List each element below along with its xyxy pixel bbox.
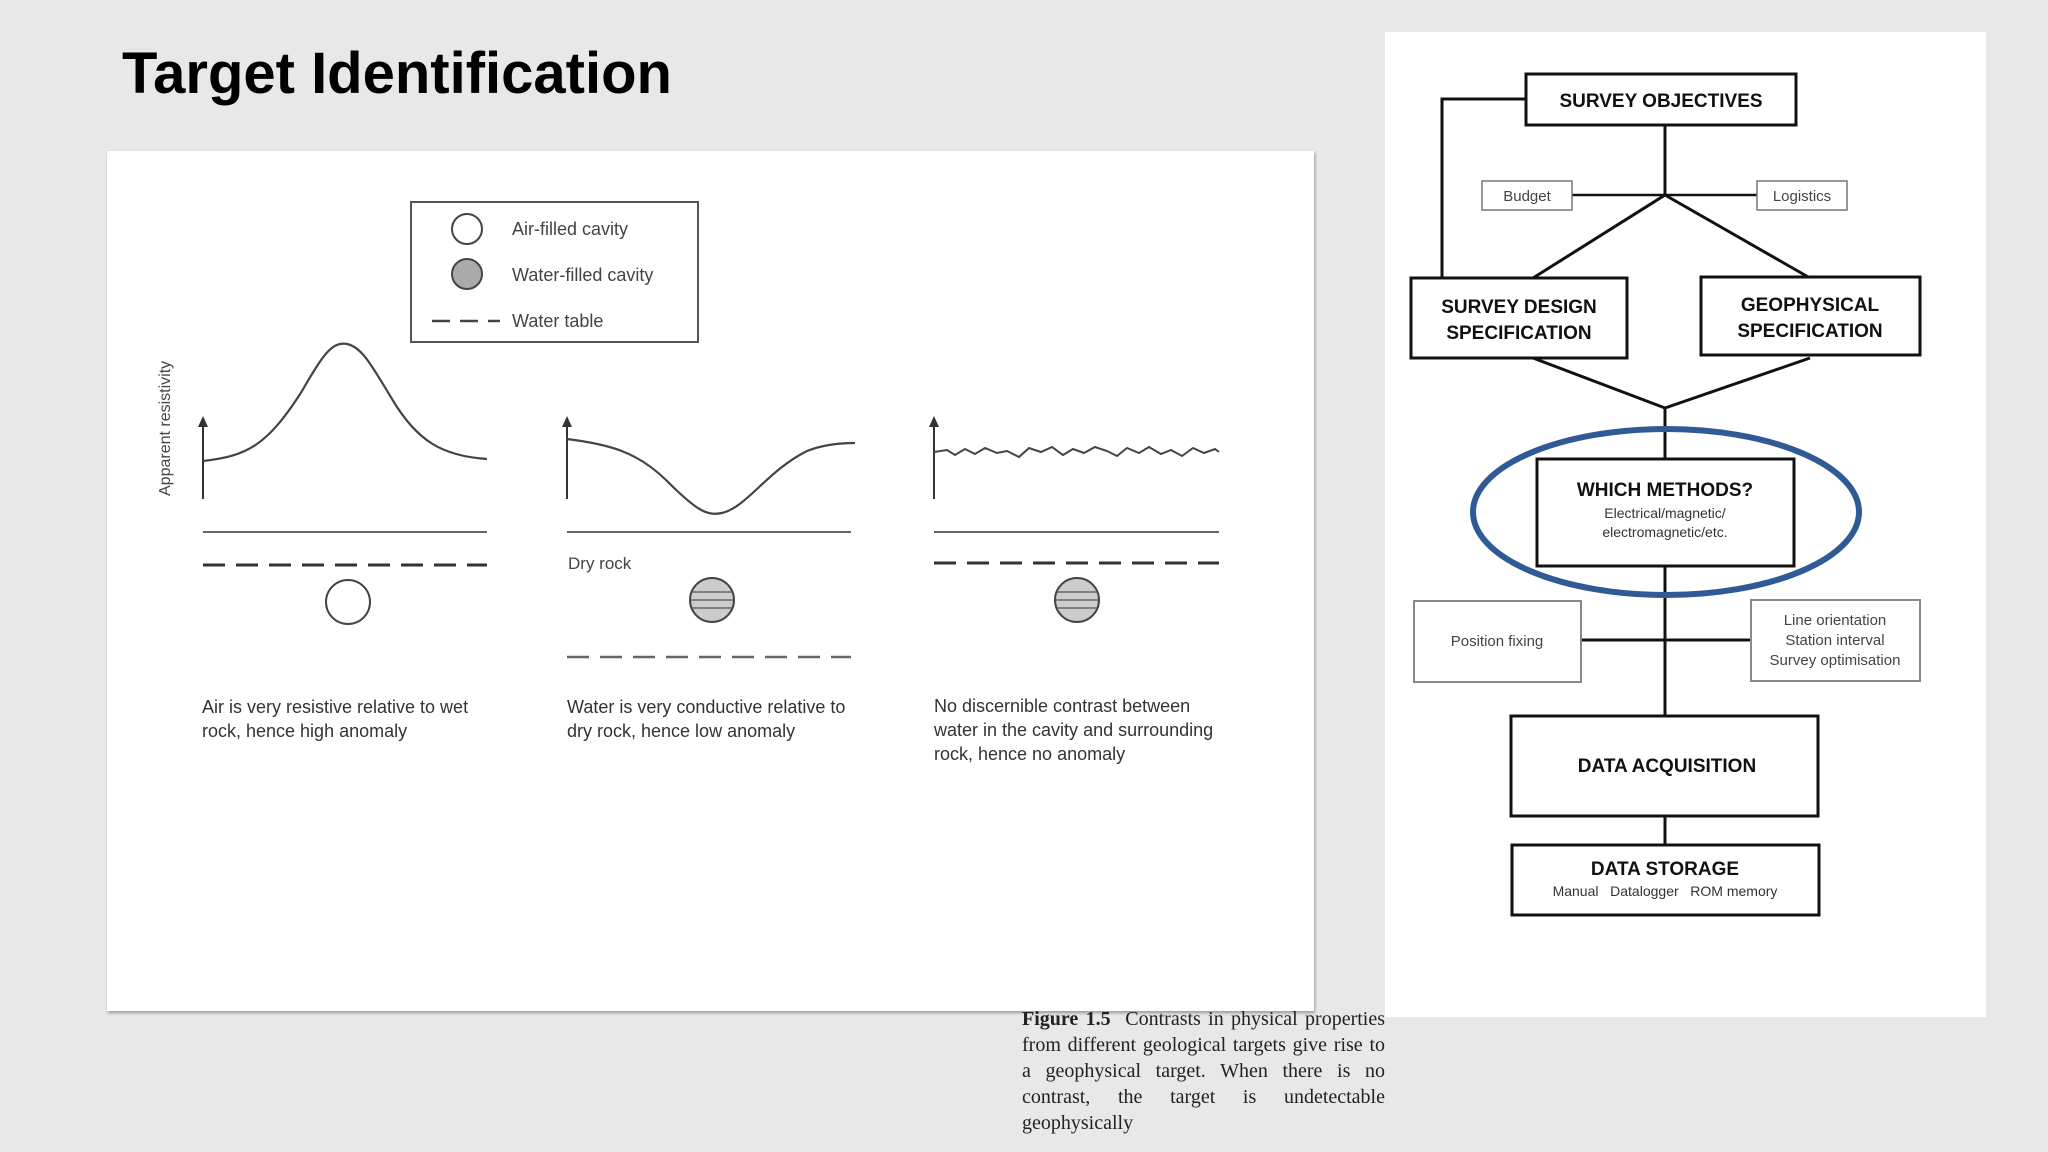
legend-air-label: Air-filled cavity [512, 219, 629, 239]
budget-label: Budget [1503, 188, 1551, 205]
y-axis-label: Apparent resistivity [157, 360, 174, 496]
figure-caption [1022, 1006, 1385, 1136]
dry-rock-label: Dry rock [568, 554, 632, 573]
station-interval-label: Station interval [1785, 632, 1885, 649]
data-storage-box [1512, 845, 1819, 915]
slide-title: Target Identification [122, 41, 672, 106]
caption-text: Contrasts in physical properties from different geological targets give rise to a geophysical target. When there is no contrast, the target is undetectable geophysically [1022, 1008, 1385, 1134]
arrowhead-3 [929, 416, 939, 427]
survey-design-box [1411, 278, 1627, 358]
survey-optimisation-label: Survey optimisation [1769, 652, 1901, 669]
logistics-label: Logistics [1772, 188, 1832, 205]
data-storage-label: DATA STORAGE [1590, 859, 1740, 880]
water-cavity-symbol [452, 259, 482, 289]
arrowhead-1 [198, 416, 208, 427]
geophysical-line2: SPECIFICATION [1737, 321, 1883, 342]
panel-no-anomaly [929, 416, 1219, 622]
geophysical-line1: GEOPHYSICAL [1740, 295, 1880, 316]
geophysical-contrast-figure [107, 151, 1385, 1134]
description-low-anomaly: Water is very conductive relative to dry rock, hence low anomaly [567, 697, 846, 741]
which-methods-label: WHICH METHODS? [1576, 480, 1754, 501]
which-methods-box [1537, 459, 1794, 566]
budget-box [1482, 181, 1572, 210]
position-fixing-label: Position fixing [1450, 633, 1544, 650]
line-orientation-box [1751, 600, 1920, 681]
survey-objectives-box [1526, 74, 1796, 125]
flowchart-drawing [1385, 32, 1986, 1017]
description-high-anomaly: Air is very resistive relative to wet rock, hence high anomaly [202, 697, 469, 741]
logistics-box [1757, 181, 1847, 210]
air-cavity-1 [326, 580, 370, 624]
geophysical-spec-box [1701, 277, 1920, 355]
figure-drawing [107, 151, 1314, 1011]
legend-table-label: Water table [512, 311, 604, 331]
survey-design-flowchart [1385, 32, 1986, 1017]
legend-water-label: Water-filled cavity [512, 265, 654, 285]
arrowhead-2 [562, 416, 572, 427]
survey-design-line1: SURVEY DESIGN [1441, 297, 1597, 318]
position-fixing-box [1414, 601, 1581, 682]
storage-sub-label: Manual Datalogger ROM memory [1552, 883, 1778, 899]
line-orientation-label: Line orientation [1783, 612, 1887, 629]
panel-low-anomaly [562, 416, 855, 657]
resistivity-curve-low [567, 439, 855, 514]
air-cavity-symbol [452, 214, 482, 244]
legend [411, 202, 698, 342]
resistivity-curve-high [203, 344, 487, 461]
methods-sub-line1: Electrical/magnetic/ [1604, 505, 1726, 521]
survey-design-line2: SPECIFICATION [1446, 323, 1592, 344]
methods-sub-line2: electromagnetic/etc. [1602, 524, 1728, 540]
survey-objectives-label: SURVEY OBJECTIVES [1559, 91, 1763, 112]
description-no-anomaly: No discernible contrast between water in the cavity and surrounding rock, hence no anomaly [934, 696, 1214, 764]
data-acquisition-box [1511, 716, 1818, 816]
resistivity-curve-flat [934, 447, 1219, 457]
data-acquisition-label: DATA ACQUISITION [1577, 756, 1757, 777]
caption-label: Figure 1.5 [1022, 1008, 1111, 1030]
panel-high-anomaly [198, 344, 487, 624]
